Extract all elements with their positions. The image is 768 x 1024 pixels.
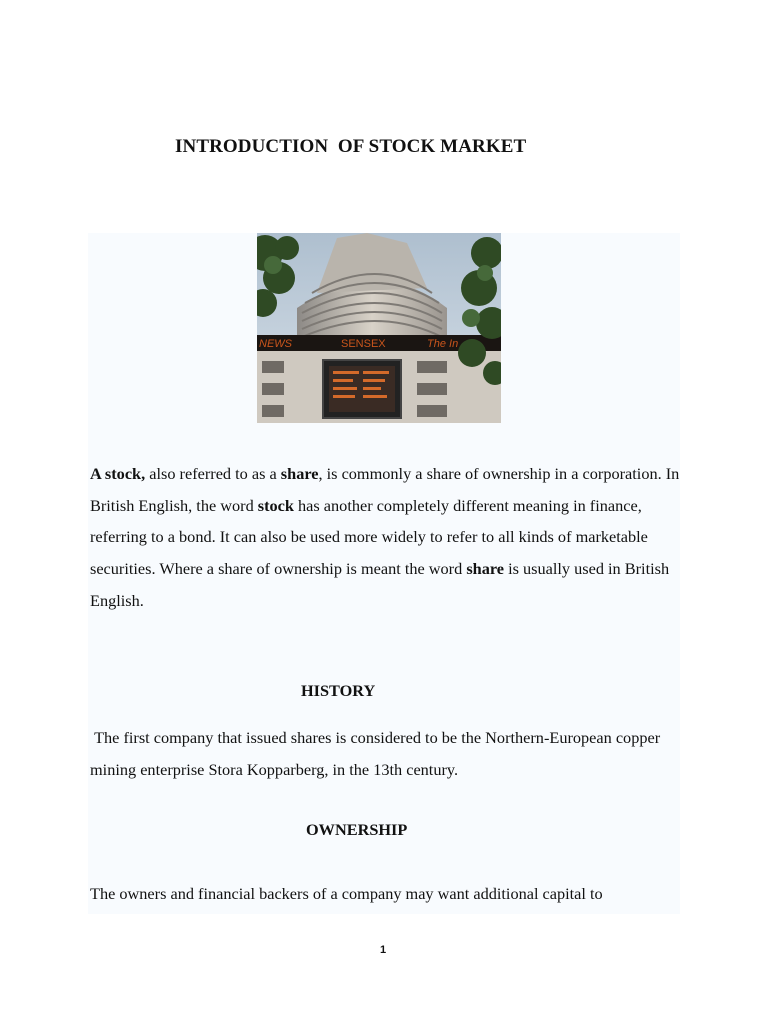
history-paragraph (90, 722, 680, 785)
history-text: The first company that issued shares is considered to be the Northern-European copper mining enterprise Stora Kopparberg, in the 13th century. (90, 728, 661, 779)
history-heading: HISTORY (301, 681, 376, 700)
paragraph-text: is usually used in British English. (90, 559, 670, 610)
paragraph-text: also referred to as a (145, 464, 281, 483)
document-title: INTRODUCTION OF STOCK MARKET (175, 136, 527, 157)
ownership-heading: OWNERSHIP (306, 820, 408, 839)
term-share: share (280, 464, 319, 483)
page-number: 1 (380, 944, 387, 956)
stock-definition-paragraph (90, 458, 680, 617)
term-stock: stock (257, 495, 294, 515)
ticker-word-the-in: The In (427, 338, 459, 350)
ownership-paragraph: The owners and financial backers of a company may want additional capital to (90, 884, 603, 903)
stock-exchange-photo (257, 233, 501, 423)
term-share-2: share (466, 559, 505, 579)
paragraph-text: has another completely different meaning in finance, referring to a bond. It can also be used more widely to refer to all kinds of marketable securities. Where a share of ownership is meant the word (90, 495, 648, 579)
ticker-word-news: NEWS (259, 338, 292, 350)
paragraph-text: , is commonly a share of ownership in a corporation. In British English, the word (90, 464, 680, 515)
term-a-stock: A stock, (90, 464, 146, 483)
ticker-word-sensex: SENSEX (341, 338, 386, 350)
